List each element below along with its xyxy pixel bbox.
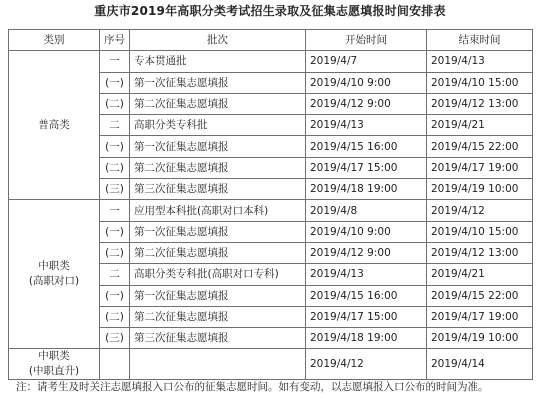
batch-cell: 第二次征集志愿填报	[130, 306, 306, 327]
seq-cell: (一)	[100, 72, 130, 93]
end-time-cell: 2019/4/12	[427, 200, 533, 221]
seq-cell: (一)	[100, 136, 130, 157]
end-time-cell: 2019/4/21	[427, 115, 533, 136]
table-body	[9, 51, 533, 380]
seq-cell: (一)	[100, 221, 130, 242]
seq-cell: 二	[100, 115, 130, 136]
end-time-cell: 2019/4/21	[427, 264, 533, 285]
batch-cell: 第二次征集志愿填报	[130, 157, 306, 178]
category-line: 中职类	[38, 350, 70, 363]
batch-cell: 第一次征集志愿填报	[130, 72, 306, 93]
start-time-cell: 2019/4/17 15:00	[306, 157, 427, 178]
batch-cell: 第三次征集志愿填报	[130, 328, 306, 349]
end-time-cell: 2019/4/10 15:00	[427, 72, 533, 93]
page-title: 重庆市2019年高职分类考试招生录取及征集志愿填报时间安排表	[94, 4, 446, 18]
end-time-cell: 2019/4/17 19:00	[427, 157, 533, 178]
end-time-cell: 2019/4/14	[427, 349, 533, 380]
seq-cell: (二)	[100, 306, 130, 327]
batch-cell: 专本贯通批	[130, 51, 306, 72]
end-time-cell: 2019/4/12 13:00	[427, 242, 533, 263]
footnote: 注：请考生及时关注志愿填报入口公布的征集志愿时间。如有变动，以志愿填报入口公布的时间为准。	[16, 381, 489, 393]
start-time-cell: 2019/4/12 9:00	[306, 242, 427, 263]
seq-cell: (二)	[100, 242, 130, 263]
end-time-cell: 2019/4/19 10:00	[427, 179, 533, 200]
end-time-cell: 2019/4/19 10:00	[427, 328, 533, 349]
seq-cell: (三)	[100, 179, 130, 200]
header-category: 类别	[9, 30, 100, 51]
start-time-cell: 2019/4/15 16:00	[306, 285, 427, 306]
batch-cell: 第二次征集志愿填报	[130, 93, 306, 114]
end-time-cell: 2019/4/17 19:00	[427, 306, 533, 327]
seq-cell: (一)	[100, 285, 130, 306]
start-time-cell: 2019/4/10 9:00	[306, 72, 427, 93]
seq-cell: 一	[100, 51, 130, 72]
seq-cell: 一	[100, 200, 130, 221]
category-line: (高职对口)	[28, 275, 80, 288]
end-time-cell: 2019/4/12 13:00	[427, 93, 533, 114]
end-time-cell: 2019/4/10 15:00	[427, 221, 533, 242]
seq-cell: 二	[100, 264, 130, 285]
start-time-cell: 2019/4/15 16:00	[306, 136, 427, 157]
end-time-cell: 2019/4/15 22:00	[427, 136, 533, 157]
start-time-cell: 2019/4/18 19:00	[306, 328, 427, 349]
table-row	[9, 51, 533, 72]
header-seq: 序号	[100, 30, 130, 51]
seq-cell	[100, 349, 130, 380]
start-time-cell: 2019/4/10 9:00	[306, 221, 427, 242]
start-time-cell: 2019/4/8	[306, 200, 427, 221]
table-row	[9, 200, 533, 221]
category-cell	[9, 349, 100, 380]
start-time-cell: 2019/4/13	[306, 115, 427, 136]
header-end-time: 结束时间	[427, 30, 533, 51]
start-time-cell: 2019/4/7	[306, 51, 427, 72]
schedule-table	[8, 29, 533, 380]
header-start-time: 开始时间	[306, 30, 427, 51]
batch-cell	[130, 349, 306, 380]
start-time-cell: 2019/4/13	[306, 264, 427, 285]
seq-cell: (三)	[100, 328, 130, 349]
seq-cell: (二)	[100, 93, 130, 114]
category-line: (中职直升)	[28, 365, 80, 378]
header-batch: 批次	[130, 30, 306, 51]
batch-cell: 高职分类专科批(高职对口专科)	[130, 264, 306, 285]
category-cell	[9, 200, 100, 349]
category-line: 中职类	[38, 260, 70, 273]
seq-cell: (二)	[100, 157, 130, 178]
end-time-cell: 2019/4/13	[427, 51, 533, 72]
batch-cell: 第一次征集志愿填报	[130, 285, 306, 306]
category-line: 普高类	[38, 118, 70, 131]
table-header-row	[9, 30, 533, 51]
start-time-cell: 2019/4/17 15:00	[306, 306, 427, 327]
start-time-cell: 2019/4/12	[306, 349, 427, 380]
table-row	[9, 349, 533, 380]
batch-cell: 第二次征集志愿填报	[130, 242, 306, 263]
batch-cell: 应用型本科批(高职对口本科)	[130, 200, 306, 221]
category-cell	[9, 51, 100, 200]
end-time-cell: 2019/4/15 22:00	[427, 285, 533, 306]
batch-cell: 第一次征集志愿填报	[130, 221, 306, 242]
batch-cell: 第一次征集志愿填报	[130, 136, 306, 157]
batch-cell: 高职分类专科批	[130, 115, 306, 136]
start-time-cell: 2019/4/18 19:00	[306, 179, 427, 200]
start-time-cell: 2019/4/12 9:00	[306, 93, 427, 114]
batch-cell: 第三次征集志愿填报	[130, 179, 306, 200]
